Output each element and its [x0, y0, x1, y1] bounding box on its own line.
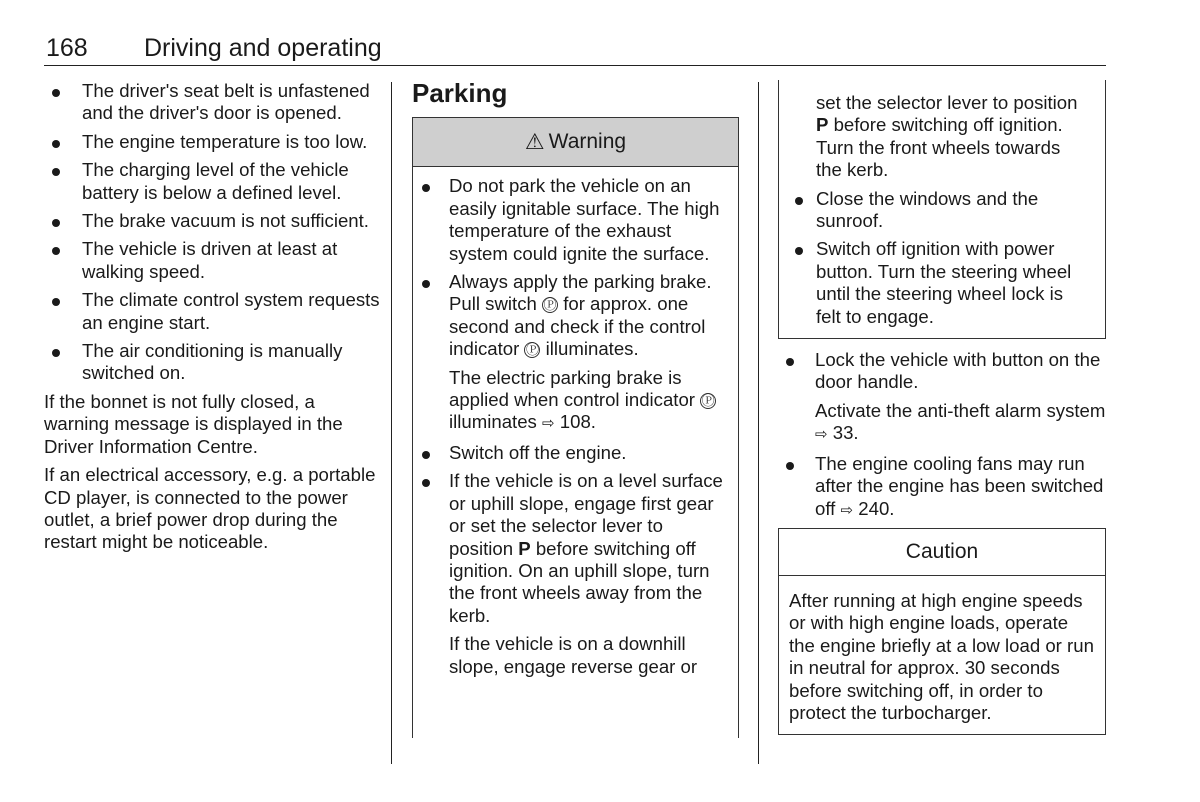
column-2 [412, 80, 739, 738]
bullet-icon [795, 197, 803, 205]
page-reference: 108. [559, 411, 596, 433]
list-item: The climate control system requests an engine start. [44, 289, 380, 334]
list-item: Lock the vehicle with button on the door handle. Activate the anti-theft alarm system ⇨ 33. [778, 349, 1106, 447]
section-title: Parking [412, 78, 508, 108]
column-divider-1 [391, 82, 392, 764]
caution-text: After running at high engine speeds or with high engine loads, operate the engine briefly at a low load or run in neutral for approx. 30 seconds before switching off, in order to protect the turbocharger. [789, 589, 1094, 723]
parking-brake-indicator-icon: Ⓟ [525, 342, 539, 358]
bullet-icon [52, 349, 60, 357]
anti-theft-note: Activate the anti-theft alarm system ⇨ 33. [815, 399, 1106, 444]
warning-header [413, 118, 738, 167]
engine-start-conditions-list [44, 80, 380, 385]
warning-body [413, 167, 738, 678]
bonnet-paragraph: If the bonnet is not fully closed, a warning message is displayed in the Driver Information Centre. [44, 390, 343, 457]
page-reference-arrow-icon: ⇨ [840, 501, 854, 519]
bullet-icon [52, 89, 60, 97]
bullet-icon [422, 451, 430, 459]
list-item: The driver's seat belt is unfastened and the driver's door is opened. [44, 80, 380, 125]
bullet-icon [52, 247, 60, 255]
bullet-icon [422, 280, 430, 288]
bullet-icon [422, 479, 430, 487]
bullet-icon [52, 168, 60, 176]
page-reference-arrow-icon: ⇨ [815, 426, 828, 444]
warning-triangle-icon: ⚠ [524, 129, 545, 155]
warning-title: Warning [548, 130, 627, 154]
accessory-paragraph: If an electrical accessory, e.g. a portable CD player, is connected to the power outlet, a brief power drop during the restart might be noticeable. [44, 464, 376, 553]
bullet-icon [795, 247, 803, 255]
list-item: Close the windows and the sunroof. [787, 188, 1091, 233]
gear-position-p: P [816, 114, 829, 136]
bullet-icon [52, 140, 60, 148]
bullet-icon [786, 358, 794, 366]
list-item: The vehicle is driven at least at walking speed. [44, 238, 380, 283]
page-reference-arrow-icon: ⇨ [542, 415, 555, 433]
list-item: Switch off the engine. [419, 442, 732, 464]
page-reference: 33. [832, 422, 859, 444]
list-item: The air conditioning is manually switched on. [44, 340, 380, 385]
list-item: Always apply the parking brake. Pull switch Ⓟ for approx. one second and check if the control indicator Ⓟ illuminates. The electric parking brake is applied when control indicator Ⓟ illuminates ⇨ 108. [419, 271, 732, 436]
continued-text: set the selector lever to position P before switching off ignition. Turn the front wheels towards the kerb. [816, 92, 1078, 181]
warning-box [412, 117, 739, 738]
column-3 [778, 80, 1106, 735]
parking-brake-note: The electric parking brake is applied when control indicator Ⓟ illuminates ⇨ 108. [449, 366, 715, 433]
list-item: The brake vacuum is not sufficient. [44, 210, 380, 232]
warning-box-continued [778, 80, 1106, 339]
list-item: The engine cooling fans may run after the engine has been switched off ⇨ 240. [778, 453, 1106, 522]
column-divider-2 [758, 82, 759, 764]
caution-title: Caution [779, 529, 1105, 576]
bullet-icon [52, 298, 60, 306]
gear-position-p: P [518, 537, 531, 559]
downhill-note: If the vehicle is on a downhill slope, engage reverse gear or [449, 633, 698, 677]
parking-brake-indicator-icon: Ⓟ [701, 393, 715, 409]
list-item: The engine temperature is too low. [44, 131, 380, 153]
column-1 [44, 80, 380, 560]
list-item: If the vehicle is on a level surface or uphill slope, engage first gear or set the selector lever to position P before switching off ignition. On an uphill slope, turn the front wheels away from the kerb. If the vehicle is on a downhill slope, engage reverse gear or [419, 470, 732, 678]
list-item: Switch off ignition with power button. Turn the steering wheel until the steering wheel lock is felt to engage. [787, 238, 1091, 328]
list-item: The charging level of the vehicle battery is below a defined level. [44, 159, 380, 204]
list-item: Do not park the vehicle on an easily ignitable surface. The high temperature of the exhaust system could ignite the surface. [419, 175, 732, 265]
page-reference: 240. [858, 497, 895, 519]
parking-brake-icon: Ⓟ [543, 297, 557, 313]
header-rule [44, 65, 1106, 66]
page-number: 168 [46, 34, 88, 62]
bullet-icon [52, 219, 60, 227]
bullet-icon [786, 462, 794, 470]
caution-box [778, 528, 1106, 735]
chapter-title: Driving and operating [144, 34, 382, 62]
bullet-icon [422, 184, 430, 192]
